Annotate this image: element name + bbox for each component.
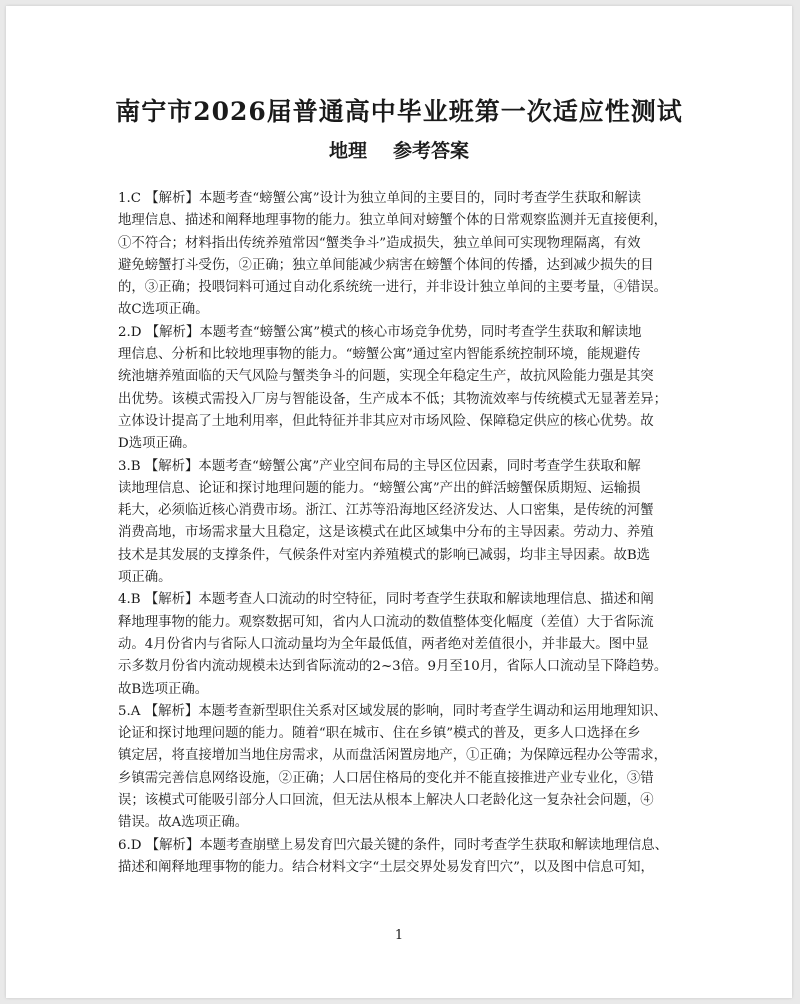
text-line: 消费高地，市场需求量大且稳定，这是该模式在此区域集中分布的主导因素。劳动力、养殖: [118, 525, 654, 541]
text-line: 地理信息、描述和阐释地理事物的能力。独立单间对螃蟹个体的日常观察监测并无直接便利，: [118, 213, 668, 229]
text-line: 乡镇需完善信息网络设施，②正确；人口居住格局的变化并不能直接推进产业专业化，③错: [118, 770, 654, 786]
text-line: 6.D 【解析】本题考查崩壁上易发育凹穴最关键的条件，同时考查学生获取和解读地理信息、: [118, 837, 668, 853]
page-title: 南宁市2026届普通高中毕业班第一次适应性测试: [115, 97, 683, 126]
text-line: 统池塘养殖面临的天气风险与蟹类争斗的问题，实现全年稳定生产，故抗风险能力强是其突: [118, 369, 654, 385]
text-line: 项正确。: [118, 570, 172, 586]
text-line: 5.A 【解析】本题考查新型职住关系对区域发展的影响，同时考查学生调动和运用地理知识、: [118, 703, 667, 719]
text-line: 立体设计提高了土地利用率，但此特征并非其应对市场风险、保障稳定供应的核心优势。故: [118, 413, 654, 429]
page-subtitle: [6, 136, 792, 163]
text-line: 理信息、分析和比较地理事物的能力。“螃蟹公寓”通过室内智能系统控制环境，能规避传: [118, 347, 641, 363]
text-line: 4.B 【解析】本题考查人口流动的时空特征，同时考查学生获取和解读地理信息、描述和阐: [118, 592, 654, 608]
text-line: 镇定居，将直接增加当地住房需求，从而盘活闲置房地产，①正确；为保障远程办公等需求，: [118, 748, 668, 764]
text-line: 技术是其发展的支撑条件，气候条件对室内养殖模式的影响已减弱，均非主导因素。故B选: [118, 547, 651, 563]
text-line: 释地理事物的能力。观察数据可知，省内人口流动的数值整体变化幅度（差值）大于省际流: [118, 614, 654, 630]
text-line: 1.C 【解析】本题考查“螃蟹公寓”设计为独立单间的主要目的，同时考查学生获取和解读: [118, 191, 642, 206]
text-line: 错误。故A选项正确。: [118, 815, 249, 831]
text-line: ①不符合；材料指出传统养殖常因“蟹类争斗”造成损失，独立单间可实现物理隔离，有效: [118, 235, 641, 251]
text-line: 动。4月份省内与省际人口流动量均为全年最低值，两者绝对差值很小，并非最大。图中显: [118, 636, 649, 652]
answer-body: [118, 188, 690, 879]
text-line: 示多数月份省内流动规模未达到省际流动的2~3倍。9月至10月，省际人口流动呈下降趋势。: [118, 659, 668, 675]
text-line: 故C选项正确。: [118, 302, 209, 318]
text-line: 论证和探讨地理问题的能力。随着“职在城市、住在乡镇”模式的普及，更多人口选择在乡: [118, 726, 641, 742]
text-line: 出优势。该模式需投入厂房与智能设备，生产成本不低；其物流效率与传统模式无显著差异；: [118, 391, 668, 407]
text-line: 避免螃蟹打斗受伤，②正确；独立单间能减少病害在螃蟹个体间的传播，达到减少损失的目: [118, 257, 654, 273]
text-line: 误；该模式可能吸引部分人口回流，但无法从根本上解决人口老龄化这一复杂社会问题，④: [118, 793, 654, 809]
text-line: 3.B 【解析】本题考查“螃蟹公寓”产业空间布局的主导区位因素，同时考查学生获取和解: [118, 458, 641, 474]
text-line: 耗大，必须临近核心消费市场。浙江、江苏等沿海地区经济发达、人口密集，是传统的河蟹: [118, 503, 654, 519]
page-number: 1: [394, 928, 404, 943]
subject-label: 地理: [328, 140, 367, 162]
answer-label: 参考答案: [393, 140, 470, 162]
text-line: D选项正确。: [118, 436, 196, 452]
text-line: 描述和阐释地理事物的能力。结合材料文字“土层交界处易发育凹穴”，以及图中信息可知，: [118, 859, 654, 875]
text-line: 读地理信息、论证和探讨地理问题的能力。“螃蟹公寓”产出的鲜活螃蟹保质期短、运输损: [118, 480, 641, 496]
text-line: 2.D 【解析】本题考查“螃蟹公寓”模式的核心市场竞争优势，同时考查学生获取和解读地: [118, 324, 642, 340]
document-page: [6, 6, 792, 998]
text-line: 的，③正确；投喂饲料可通过自动化系统统一进行，并非设计独立单间的主要考量，④错误。: [118, 280, 668, 296]
text-line: 故B选项正确。: [118, 681, 209, 697]
